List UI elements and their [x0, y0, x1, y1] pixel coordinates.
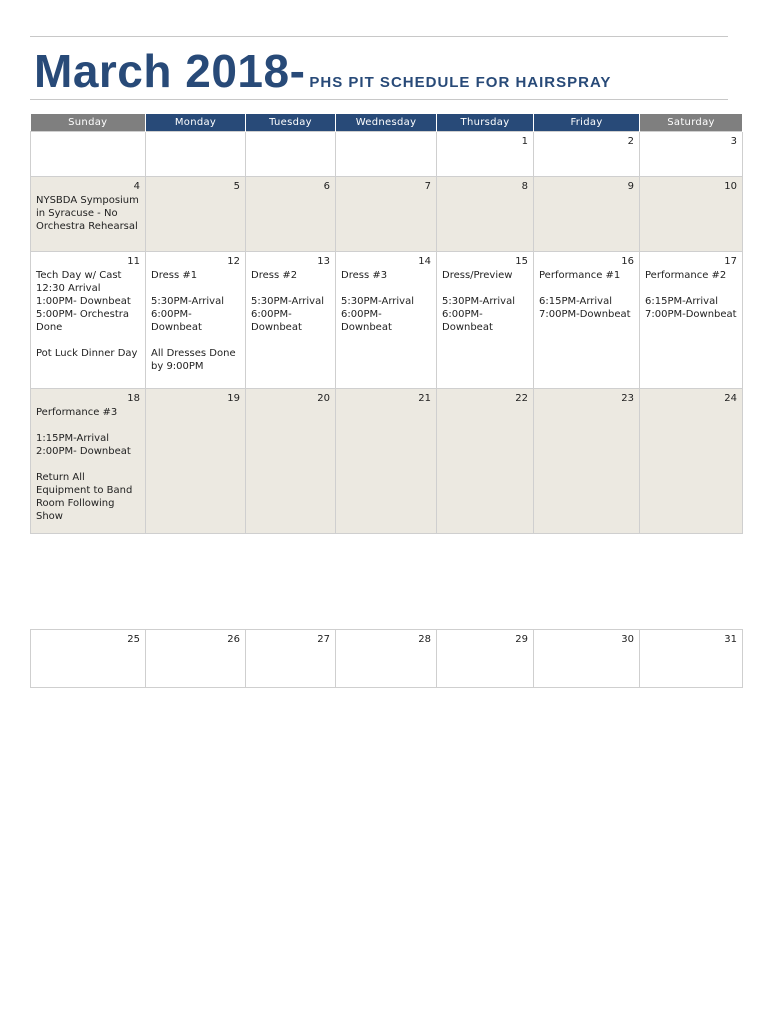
schedule-subtitle: PHS PIT SCHEDULE FOR HAIRSPRAY: [309, 74, 612, 91]
day-events: Dress #2 5:30PM-Arrival 6:00PM-Downbeat: [251, 270, 324, 333]
day-cell: [336, 252, 437, 389]
day-number: 28: [418, 634, 431, 645]
day-cell: [246, 389, 336, 534]
header-saturday: Saturday: [640, 114, 743, 132]
day-cell: [640, 630, 743, 688]
day-events: Performance #2 6:15PM-Arrival 7:00PM-Downbeat: [645, 270, 737, 320]
day-number: 9: [627, 181, 634, 192]
day-cell: [146, 630, 246, 688]
week-row-2: [31, 177, 743, 252]
day-number: 20: [317, 393, 330, 404]
day-number: 6: [323, 181, 330, 192]
day-number: 7: [424, 181, 431, 192]
day-cell: [146, 389, 246, 534]
week-row-3: [31, 252, 743, 389]
day-cell: [246, 177, 336, 252]
day-cell: [31, 252, 146, 389]
day-cell: [640, 177, 743, 252]
day-cell: [640, 252, 743, 389]
week-row-5: [31, 630, 743, 688]
day-number: 30: [621, 634, 634, 645]
day-events: Performance #1 6:15PM-Arrival 7:00PM-Downbeat: [539, 270, 631, 320]
day-cell: [534, 630, 640, 688]
day-number: 11: [127, 256, 140, 267]
calendar-table: [30, 114, 743, 688]
header-tuesday: Tuesday: [246, 114, 336, 132]
day-cell: [146, 132, 246, 177]
day-cell: [336, 132, 437, 177]
day-number: 5: [233, 181, 240, 192]
day-number: 27: [317, 634, 330, 645]
day-events: Performance #3 1:15PM-Arrival 2:00PM- Downbeat Return All Equipment to Band Room Following Show: [36, 407, 133, 522]
day-events: Dress #1 5:30PM-Arrival 6:00PM-Downbeat All Dresses Done by 9:00PM: [151, 270, 236, 372]
week-gap: [31, 534, 743, 630]
day-number: 1: [521, 136, 528, 147]
day-number: 24: [724, 393, 737, 404]
day-cell: [534, 389, 640, 534]
day-cell: [437, 177, 534, 252]
day-number: 4: [133, 181, 140, 192]
day-cell: [640, 132, 743, 177]
calendar-grid: [30, 114, 737, 688]
day-number: 13: [317, 256, 330, 267]
top-rule: [30, 36, 728, 37]
week-row-1: [31, 132, 743, 177]
day-cell: [534, 177, 640, 252]
header-sunday: Sunday: [31, 114, 146, 132]
day-number: 22: [515, 393, 528, 404]
day-cell: [534, 132, 640, 177]
day-events: Dress #3 5:30PM-Arrival 6:00PM-Downbeat: [341, 270, 414, 333]
day-number: 21: [418, 393, 431, 404]
day-cell: [437, 252, 534, 389]
day-cell: [336, 630, 437, 688]
day-events: NYSBDA Symposium in Syracuse - No Orchestra Rehearsal: [36, 195, 139, 232]
day-number: 2: [627, 136, 634, 147]
day-events: Tech Day w/ Cast 12:30 Arrival 1:00PM- Downbeat 5:00PM- Orchestra Done Pot Luck Dinner Day: [36, 270, 138, 359]
day-number: 18: [127, 393, 140, 404]
day-cell: [336, 389, 437, 534]
month-title: March 2018-: [34, 45, 306, 97]
day-events: Dress/Preview 5:30PM-Arrival 6:00PM-Downbeat: [442, 270, 515, 333]
day-number: 19: [227, 393, 240, 404]
day-cell: [31, 177, 146, 252]
day-cell: [146, 252, 246, 389]
day-cell: [31, 630, 146, 688]
header-thursday: Thursday: [437, 114, 534, 132]
day-cell: [246, 132, 336, 177]
gap-cell: [31, 534, 743, 630]
day-number: 15: [515, 256, 528, 267]
day-number: 26: [227, 634, 240, 645]
day-cell: [437, 630, 534, 688]
day-cell: [640, 389, 743, 534]
day-number: 17: [724, 256, 737, 267]
day-number: 23: [621, 393, 634, 404]
day-number: 12: [227, 256, 240, 267]
day-number: 10: [724, 181, 737, 192]
week-row-4: [31, 389, 743, 534]
day-cell: [31, 389, 146, 534]
day-number: 25: [127, 634, 140, 645]
day-cell: [246, 252, 336, 389]
header-friday: Friday: [534, 114, 640, 132]
day-number: 3: [730, 136, 737, 147]
day-cell: [146, 177, 246, 252]
day-number: [36, 135, 140, 149]
day-number: 31: [724, 634, 737, 645]
weekday-header-row: [31, 114, 743, 132]
day-number: 14: [418, 256, 431, 267]
day-cell: [437, 389, 534, 534]
day-number: 16: [621, 256, 634, 267]
day-cell: [534, 252, 640, 389]
title-rule: [30, 99, 728, 100]
day-cell: [31, 132, 146, 177]
header-wednesday: Wednesday: [336, 114, 437, 132]
day-number: [341, 135, 431, 149]
day-cell: [336, 177, 437, 252]
day-number: 8: [521, 181, 528, 192]
day-number: [151, 135, 240, 149]
day-number: [251, 135, 330, 149]
day-number: 29: [515, 634, 528, 645]
calendar-title: [34, 44, 611, 98]
day-cell: [246, 630, 336, 688]
day-cell: [437, 132, 534, 177]
header-monday: Monday: [146, 114, 246, 132]
